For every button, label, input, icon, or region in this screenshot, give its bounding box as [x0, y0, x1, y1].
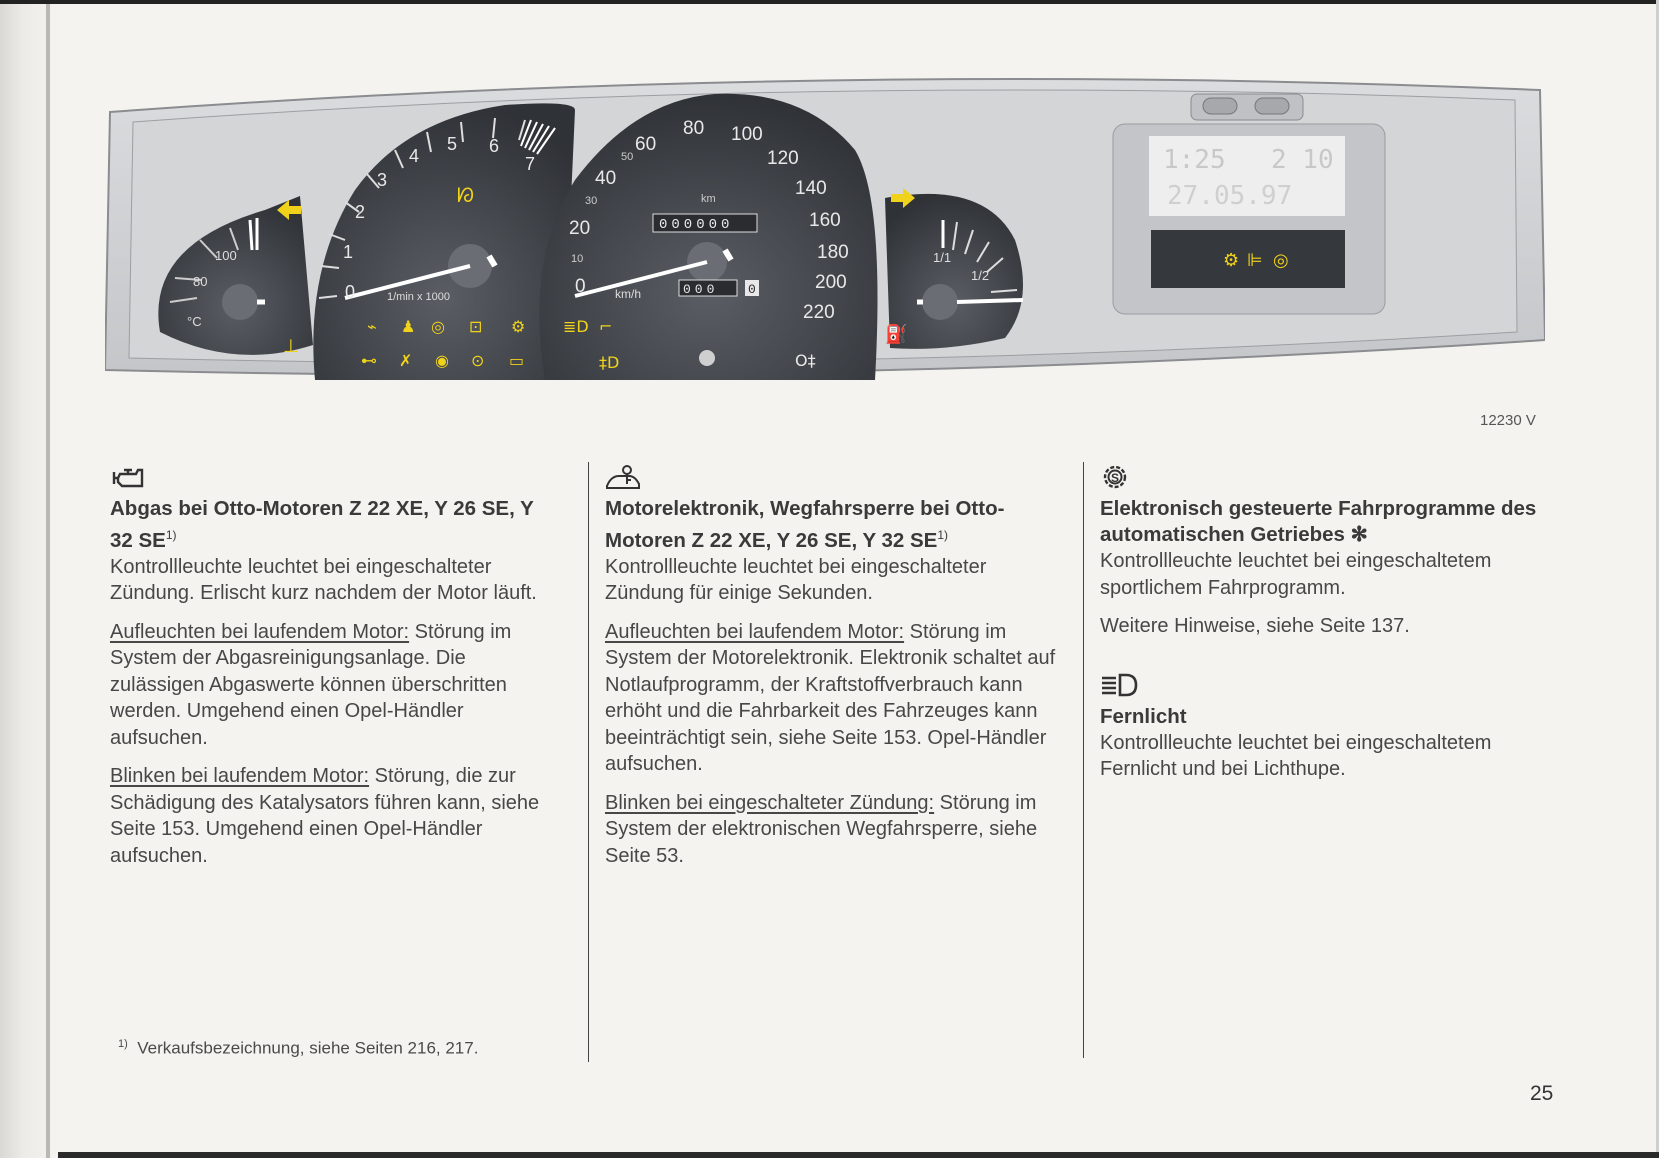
coolant-temp-icon: ⊥ — [283, 336, 299, 357]
transmission-heading: Elektronisch gesteuerte Fahrprogramme des automatischen Getriebes ✻ — [1100, 497, 1537, 546]
speed-tick-140: 140 — [795, 178, 827, 199]
speed-tick-160: 160 — [809, 210, 841, 231]
info-display — [1113, 94, 1385, 314]
abs-icon: ◎ — [431, 317, 445, 336]
speed-tick-0: 0 — [575, 276, 586, 297]
sport-mode-warning-icon: ⚙ — [511, 317, 526, 336]
speed-tick-60: 60 — [635, 134, 657, 155]
rpm-unit: 1/min x 1000 — [387, 291, 450, 303]
exhaust-heading: Abgas bei Otto-Motoren Z 22 XE, Y 26 SE, Y 32 SE$^{1)}$ — [110, 497, 534, 552]
speed-tick-180: 180 — [817, 242, 849, 263]
engine-electronics-paragraph-1: Kontrollleuchte leuchtet bei eingeschalteter Zündung für einige Sekunden. — [605, 555, 987, 605]
glow-plug-icon: ᘗ — [457, 183, 475, 207]
speed-small-tick-30: 30 — [585, 195, 598, 207]
figure-id: 12230 V — [1480, 412, 1536, 429]
seatbelt-icon: ♟ — [401, 317, 416, 336]
speed-tick-100: 100 — [731, 124, 763, 145]
front-fog-icon: ‡D — [599, 353, 620, 372]
brake-warning-icon: ⊙ — [471, 351, 485, 370]
sport-mode-gear-icon — [1100, 462, 1130, 492]
snowflake-mark: ✻ — [1350, 523, 1368, 546]
speed-unit: km/h — [615, 287, 642, 301]
exhaust-paragraph-3: Blinken bei laufendem Motor: Störung, die zur Schädigung des Katalysators führen kann, siehe Seite 153. Umgehend einen Opel-Händler aufsuchen. — [110, 765, 540, 867]
footnote: $^{1)}$ Verkaufsbezeichnung, siehe Seiten 216, 217. — [118, 1038, 479, 1058]
engine-electronics-blinking-label: Blinken bei eingeschalteter Zündung: — [605, 791, 935, 814]
page-number: 25 — [1530, 1082, 1554, 1105]
temp-unit: °C — [187, 314, 202, 329]
odometer-value: 000000 — [659, 217, 734, 233]
rpm-tick-3: 3 — [377, 170, 388, 190]
engine-electronics-heading: Motorelektronik, Wegfahrsperre bei Otto-Motoren Z 22 XE, Y 26 SE, Y 32 SE$^{1)}$ — [605, 497, 1005, 552]
speed-tick-120: 120 — [767, 148, 799, 169]
speed-tick-200: 200 — [815, 272, 847, 293]
indicator-dot — [699, 350, 715, 366]
engine-electronics-paragraph-3: Blinken bei eingeschalteter Zündung: Störung im System der elektronischen Wegfahrsperre, siehe Seite 53. — [605, 791, 1038, 867]
rpm-tick-4: 4 — [409, 146, 420, 166]
high-beam-heading: Fernlicht — [1100, 704, 1187, 728]
exhaust-blinking-label: Blinken bei laufendem Motor: — [110, 765, 370, 788]
odometer-unit: km — [701, 193, 716, 205]
section-transmission-and-high-beam — [1100, 462, 1550, 795]
top-edge — [0, 0, 1659, 4]
display-date: 27.05.97 — [1167, 181, 1293, 211]
engine-check-warning-icon: ⊡ — [469, 317, 483, 336]
high-beam-icon — [1100, 670, 1140, 700]
oil-pressure-icon: ⌁ — [367, 317, 377, 336]
bottom-edge — [58, 1152, 1659, 1158]
low-fuel-icon: ⌐ — [599, 317, 613, 336]
fuel-pump-icon: ⛽ — [885, 324, 908, 345]
exhaust-paragraph-1: Kontrollleuchte leuchtet bei eingeschalteter Zündung. Erlischt kurz nachdem der Motor läuft. — [110, 555, 537, 605]
speed-tick-220: 220 — [803, 302, 835, 323]
engine-check-icon — [110, 462, 150, 492]
engine-electronics-running-label: Aufleuchten bei laufendem Motor: — [605, 620, 905, 643]
speed-tick-80: 80 — [683, 118, 705, 139]
airbag-icon: ✗ — [399, 351, 413, 370]
display-headlight-icon: ⊫ — [1247, 250, 1263, 271]
rear-fog-icon: O‡ — [795, 351, 816, 370]
rpm-tick-6: 6 — [489, 136, 500, 156]
spine-line — [46, 0, 50, 1158]
instrument-cluster-illustration — [105, 70, 1545, 442]
column-divider-2 — [1083, 462, 1084, 1058]
speed-small-tick-50: 50 — [621, 151, 634, 163]
exhaust-running-label: Aufleuchten bei laufendem Motor: — [110, 620, 410, 643]
speed-tick-20: 20 — [569, 218, 591, 239]
battery-icon: ▭ — [509, 351, 525, 370]
display-brake-icon: ◎ — [1273, 250, 1289, 271]
temp-tick-80: 80 — [193, 274, 208, 289]
transmission-paragraph-2: Weitere Hinweise, siehe Seite 137. — [1100, 615, 1410, 637]
exhaust-paragraph-2: Aufleuchten bei laufendem Motor: Störung im System der Abgasreinigungsanlage. Die zulässigen Abgaswerte können überschritten werden. Umgehend einen Opel-Händler aufsuchen. — [110, 620, 512, 749]
high-beam-paragraph: Kontrollleuchte leuchtet bei eingeschaltetem Fernlicht und bei Lichthupe. — [1100, 731, 1492, 780]
high-beam-warning-icon: ≣D — [563, 317, 589, 336]
rpm-tick-5: 5 — [447, 134, 458, 154]
fuel-tick-full: 1/1 — [933, 250, 952, 265]
temp-tick-100: 100 — [215, 248, 237, 263]
column-divider-1 — [588, 462, 589, 1062]
section-exhaust — [110, 462, 560, 881]
display-temp: 2 10 — [1271, 145, 1334, 175]
transmission-paragraph-1: Kontrollleuchte leuchtet bei eingeschaltetem sportlichem Fahrprogramm. — [1100, 550, 1492, 599]
fuel-tick-half: 1/2 — [971, 268, 990, 283]
trip-value: 000 — [683, 282, 719, 297]
trip-last-digit: 0 — [748, 282, 756, 297]
traction-control-icon: ◉ — [435, 351, 449, 370]
speed-small-tick-10: 10 — [571, 253, 584, 265]
rpm-tick-7: 7 — [525, 154, 536, 174]
engine-electronics-paragraph-2: Aufleuchten bei laufendem Motor: Störung im System der Motorelektronik. Elektronik schaltet auf Notlaufprogramm, der Kraftstoffverbrauch kann erhöht und die Fahrbarkeit des Fahrzeuges kann beeinträchtigt sein, siehe Seite 153. Opel-Händler aufsuchen. — [605, 620, 1056, 776]
immobilizer-car-icon — [605, 462, 645, 492]
display-sport-icon: ⚙ — [1223, 250, 1240, 271]
rpm-tick-2: 2 — [355, 202, 366, 222]
section-engine-electronics — [605, 462, 1060, 881]
immobilizer-warning-icon: ⊷ — [361, 351, 377, 370]
speed-tick-40: 40 — [595, 168, 617, 189]
display-time: 1:25 — [1163, 145, 1226, 175]
rpm-tick-1: 1 — [343, 242, 354, 262]
svg-text:S: S — [1111, 471, 1120, 485]
rpm-tick-0: 0 — [345, 282, 356, 302]
